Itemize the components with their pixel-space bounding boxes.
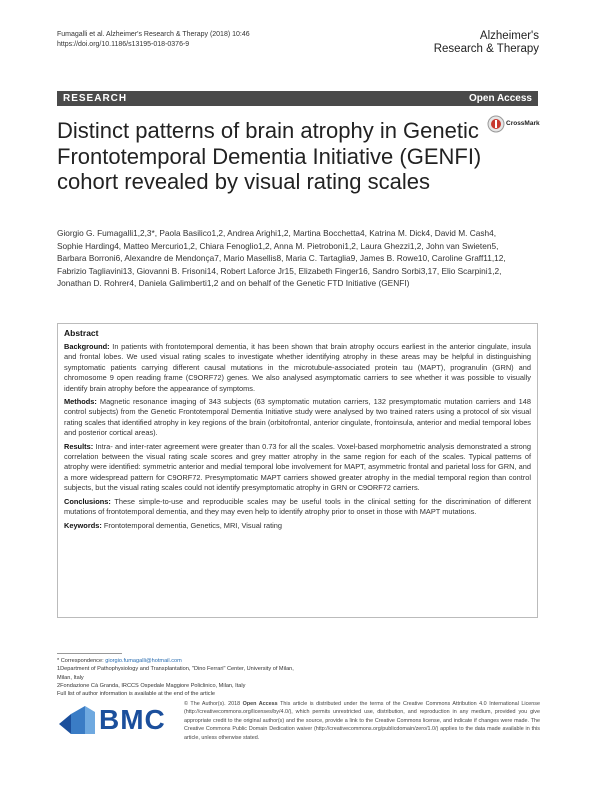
doi-link[interactable]: https://doi.org/10.1186/s13195-018-0376-9 xyxy=(57,41,190,48)
keywords-label: Keywords: xyxy=(64,520,102,530)
author-line: Jonathan D. Rohrer4, Daniela Galimberti1,2 and on behalf of the Genetic FTD Initiative (GENFI) xyxy=(57,278,410,289)
article-type-band xyxy=(57,91,538,106)
abstract-results xyxy=(64,442,531,494)
abstract-methods xyxy=(64,397,531,439)
author-line: Sophie Harding4, Matteo Mercurio1,2, Chiara Fenoglio1,2, Anna M. Pietroboni1,2, Laura Ghezzi1,2, John van Swieten5, xyxy=(57,240,499,251)
open-access-label: Open Access xyxy=(469,93,532,104)
correspondence xyxy=(57,657,307,665)
author-line: Barbara Borroni6, Alexandre de Mendonça7, Mario Masellis8, Maria C. Tartaglia9, James B. Rowe10, Caroline Graff11,12, xyxy=(57,253,506,264)
bmc-logo-icon xyxy=(57,700,97,740)
journal-name-line1: Alzheimer's xyxy=(479,30,539,42)
article-title: Distinct patterns of brain atrophy in Genetic Frontotemporal Dementia Initiative (GENFI) cohort revealed by visual rating scales xyxy=(57,118,482,194)
affiliation-1: 1Department of Pathophysiology and Transplantation, "Dino Ferrari" Center, University of Milan, Milan, Italy xyxy=(57,666,294,681)
crossmark-label: CrossMark xyxy=(506,120,540,127)
article-type-label: RESEARCH xyxy=(63,93,128,104)
abstract-conclusions xyxy=(64,497,531,518)
citation-header xyxy=(57,30,250,50)
open-access-inline: Open Access xyxy=(242,701,278,707)
affiliation-2: 2Fondazione Cà Granda, IRCCS Ospedale Maggiore Policlinico, Milan, Italy xyxy=(57,682,246,689)
copyright: © The Author(s). 2018 xyxy=(184,701,241,707)
citation-line: Fumagalli et al. Alzheimer's Research & Therapy (2018) 10:46 xyxy=(57,31,250,38)
bmc-logo-text: BMC xyxy=(99,704,166,735)
methods-label: Methods: xyxy=(64,397,97,407)
license-text xyxy=(184,700,540,742)
crossmark-badge[interactable] xyxy=(486,112,546,136)
background-text: In patients with frontotemporal dementia, it has been shown that brain atrophy occurs earliest in the anterior cingulate, insula and frontal lobes. We used visual rating scales to investigate whether identifying atrophy in these areas may be helpful in distinguishing symptomatic patients carrying different causal mutations in the microtubule-associated protein tau (MAPT), progranulin (GRN) and chromosome 9 open reading frame (C9ORF72) genes. We also analysed asymptomatic carriers to see whether it was possible to visually identify brain atrophy before the appearance of symptoms. xyxy=(64,342,531,393)
email-link[interactable]: giorgio.fumagalli@hotmail.com xyxy=(105,658,182,664)
license-body: This article is distributed under the terms of the Creative Commons Attribution 4.0 International License (http://creativecommons.org/licenses/by/4.0/), which permits unrestricted use, distribution, and reproduction in any medium, provided you give appropriate credit to the original author(s) and the source, provide a link to the Creative Commons license, and indicate if changes were made. The Creative Commons Public Domain Dedication waiver (http://creativecommons.org/publicdomain/zero/1.0/) applies to the data made available in this article, unless otherwise stated. xyxy=(184,701,540,741)
methods-text: Magnetic resonance imaging of 343 subjects (63 symptomatic mutation carriers, 132 presymptomatic mutation carriers and 148 control subjects) from the Genetic Frontotemporal Dementia Initiative study were analysed by two trained raters using a protocol of six visual rating scales that identified atrophy in key regions of the brain (orbitofrontal, anterior cingulate, frontoinsula, anterior and medial temporal lobes and posterior cortical areas). xyxy=(64,397,532,438)
footnotes xyxy=(57,657,307,698)
journal-name-line2: Research & Therapy xyxy=(433,43,539,55)
full-list-note: Full list of author information is available at the end of the article xyxy=(57,691,215,698)
results-label: Results: xyxy=(64,441,94,451)
journal-name xyxy=(434,30,539,56)
keywords-text: Frontotemporal dementia, Genetics, MRI, Visual rating xyxy=(103,520,282,530)
correspondence-label: * Correspondence: xyxy=(57,658,104,664)
conclusions-text: These simple-to-use and reproducible scales may be useful tools in the clinical setting for the discrimination of different mutations of frontotemporal dementia, and they may even help to identify atrophy prior to onset in those with MAPT mutations. xyxy=(64,496,532,517)
results-text: Intra- and inter-rater agreement were greater than 0.73 for all the scales. Voxel-based morphometric analysis demonstrated a strong correlation between the visual rating scale scores and grey matter atrophy in the same region for each of the scales. Typical patterns of atrophy were identified: symmetric anterior and medial temporal lobe involvement for MAPT, asymmetric frontal and parietal loss for GRN, and a more widespread pattern for C9ORF72. Presymptomatic MAPT carriers showed greater atrophy in the medial temporal region than control subjects, but the visual rating scales could not identify presymptomatic atrophy in GRN or C9ORF72 carriers. xyxy=(64,441,531,493)
author-line: Giorgio G. Fumagalli1,2,3*, Paola Basilico1,2, Andrea Arighi1,2, Martina Bocchetta4, Katrina M. Dick4, David M. Cash4, xyxy=(57,228,497,238)
author-line: Fabrizio Tagliavini13, Giovanni B. Frisoni14, Robert Laforce Jr15, Elizabeth Finger16, Sandro Sorbi3,17, Elio Scarpini1,2, xyxy=(57,265,502,276)
author-list xyxy=(57,227,540,290)
background-label: Background: xyxy=(64,342,110,351)
abstract-keywords xyxy=(64,521,531,531)
abstract-background xyxy=(64,342,531,394)
bmc-logo xyxy=(57,700,172,740)
abstract-box xyxy=(57,323,538,618)
footnote-divider xyxy=(57,653,122,654)
abstract-heading: Abstract xyxy=(64,328,99,338)
conclusions-label: Conclusions: xyxy=(64,496,111,506)
